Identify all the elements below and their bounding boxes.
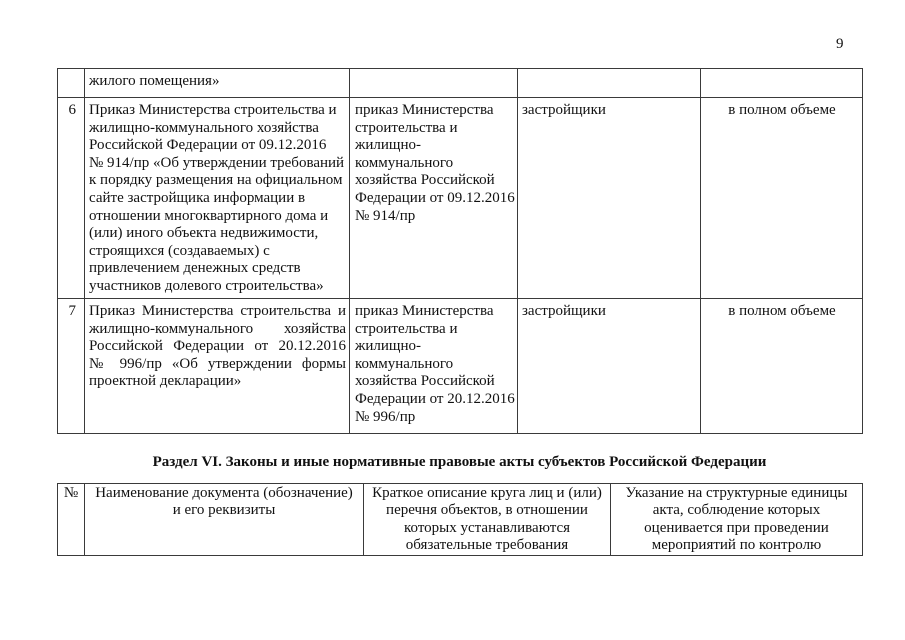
reference-line: коммунального — [355, 154, 454, 171]
document-name-line: жилого помещения» — [89, 73, 220, 89]
reference-cell — [350, 98, 518, 299]
table-row — [58, 98, 863, 299]
reference-line: хозяйства Российской — [355, 172, 495, 189]
document-name-line: Приказ Министерства строительства и — [89, 303, 346, 319]
header-line: Наименование документа (обозначение) — [95, 485, 353, 501]
reference-line: строительства и — [355, 320, 458, 337]
reference-cell — [350, 69, 518, 98]
number-header: № — [58, 484, 85, 556]
header-line: Краткое описание круга лиц и (или) — [372, 485, 602, 501]
document-name-cell — [85, 69, 350, 98]
document-name-line: привлечением денежных средств — [89, 260, 301, 277]
document-name-line: № 914/пр «Об утверждении требований — [89, 154, 345, 171]
header-line: и его реквизиты — [172, 502, 276, 519]
subjects-cell: застройщики — [518, 98, 701, 299]
header-line: которых устанавливаются — [404, 519, 570, 536]
subjects-cell — [518, 69, 701, 98]
document-name-header — [85, 484, 364, 556]
document-name-line: жилищно-коммунального хозяйства — [89, 320, 346, 337]
subjects-cell: застройщики — [518, 299, 701, 434]
reference-line: № 914/пр — [355, 207, 416, 224]
header-line: акта, соблюдение которых — [652, 502, 821, 519]
section-heading: Раздел VI. Законы и иные нормативные правовые акты субъектов Российской Федерации — [152, 454, 767, 470]
reference-line: строительства и — [355, 119, 458, 136]
scope-cell: в полном объеме — [701, 299, 863, 434]
reference-cell — [350, 299, 518, 434]
row-number-cell: 6 — [58, 98, 85, 299]
section-table — [57, 483, 863, 556]
document-name-line: Российской Федерации от 20.12.2016 — [89, 338, 346, 355]
document-name-line: Российской Федерации от 09.12.2016 — [89, 137, 327, 154]
table-row — [58, 69, 863, 98]
document-name-line: проектной декларации» — [89, 373, 242, 390]
reference-line: приказ Министерства — [355, 102, 494, 118]
reference-line: хозяйства Российской — [355, 373, 495, 390]
document-name-line: Приказ Министерства строительства и — [89, 102, 337, 118]
reference-line: жилищно- — [355, 338, 421, 355]
header-line: обязательные требования — [405, 537, 569, 554]
document-name-line: участников долевого строительства» — [89, 277, 324, 294]
page-number: 9 — [836, 36, 844, 52]
header-line: перечня объектов, в отношении — [386, 502, 588, 519]
scope-cell: в полном объеме — [701, 98, 863, 299]
table-row — [58, 299, 863, 434]
row-number-cell — [58, 69, 85, 98]
reference-line: Федерации от 20.12.2016 — [355, 390, 515, 407]
document-name-line: № 996/пр «Об утверждении формы — [89, 355, 346, 372]
row-number-cell: 7 — [58, 299, 85, 434]
document-name-cell — [85, 299, 350, 434]
document-name-line: отношении многоквартирного дома и — [89, 207, 329, 224]
reference-line: № 996/пр — [355, 408, 416, 425]
description-header — [364, 484, 611, 556]
document-name-cell — [85, 98, 350, 299]
document-name-line: строящихся (создаваемых) с — [89, 242, 270, 259]
reference-line: коммунального — [355, 355, 454, 372]
document-name-line: жилищно-коммунального хозяйства — [89, 119, 319, 136]
document-name-line: к порядку размещения на официальном — [89, 172, 343, 189]
document-name-line: (или) иного объекта недвижимости, — [89, 225, 319, 242]
document-name-line: сайте застройщика информации в — [89, 189, 306, 206]
table-header-row — [58, 484, 863, 556]
header-line: Указание на структурные единицы — [625, 485, 848, 501]
reference-line: приказ Министерства — [355, 303, 494, 319]
requirements-table-continuation — [57, 68, 863, 434]
structural-units-header — [611, 484, 863, 556]
reference-line: жилищно- — [355, 137, 421, 154]
header-line: мероприятий по контролю — [651, 537, 822, 554]
scope-cell — [701, 69, 863, 98]
reference-line: Федерации от 09.12.2016 — [355, 189, 515, 206]
header-line: оценивается при проведении — [644, 519, 829, 536]
